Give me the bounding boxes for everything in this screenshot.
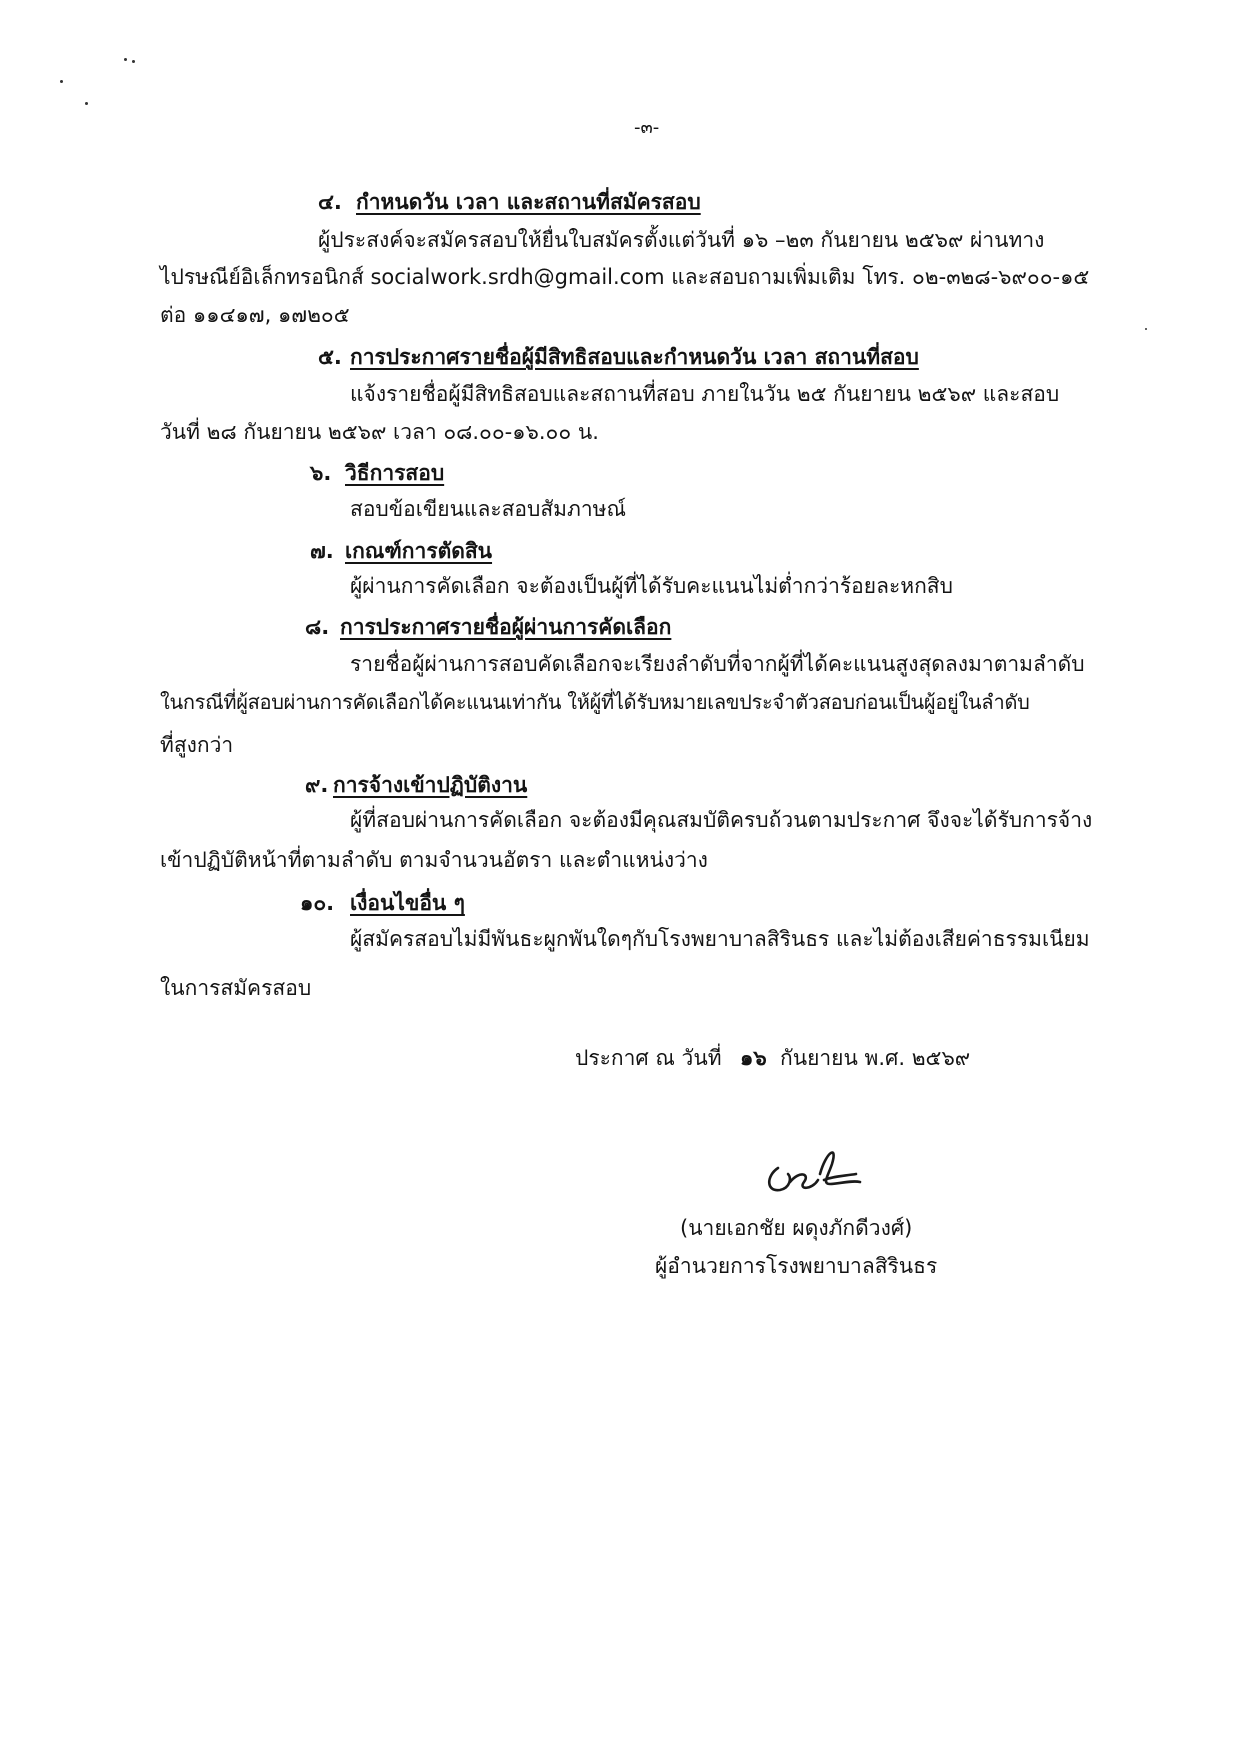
section-heading: เงื่อนไขอื่น ๆ — [350, 891, 465, 915]
section-number: ๘. — [305, 615, 330, 639]
announcement-date-prefix: ประกาศ ณ วันที่ — [575, 1046, 722, 1070]
section-heading: เกณฑ์การตัดสิน — [345, 539, 493, 563]
scan-speck — [60, 80, 63, 83]
body-line: ไปรษณีย์อิเล็กทรอนิกส์ socialwork.srdh@gmail.com และสอบถามเพิ่มเติม โทร. ๐๒-๓๒๘-๖๙๐๐-๑๕ — [160, 265, 1090, 289]
scan-speck — [85, 102, 88, 105]
body-line: ผู้ผ่านการคัดเลือก จะต้องเป็นผู้ที่ได้รับคะแนนไม่ต่ำกว่าร้อยละหกสิบ — [350, 574, 953, 598]
scan-speck — [132, 60, 135, 63]
section-heading: การประกาศรายชื่อผู้ผ่านการคัดเลือก — [340, 615, 672, 639]
section-number: ๗. — [310, 539, 334, 563]
body-line: สอบข้อเขียนและสอบสัมภาษณ์ — [350, 497, 626, 521]
signature — [760, 1130, 880, 1210]
section-heading: วิธีการสอบ — [345, 461, 445, 485]
section-number: ๙. — [305, 773, 329, 797]
scan-speck — [124, 58, 127, 61]
body-line: ในการสมัครสอบ — [160, 976, 312, 1000]
body-line: ต่อ ๑๑๔๑๗, ๑๗๒๐๕ — [160, 303, 350, 327]
body-line: เข้าปฏิบัติหน้าที่ตามลำดับ ตามจำนวนอัตรา และตำแหน่งว่าง — [160, 848, 708, 872]
announcement-day: ๑๖ — [740, 1046, 767, 1070]
section-number: ๑๐. — [300, 891, 335, 915]
section-heading: การประกาศรายชื่อผู้มีสิทธิสอบและกำหนดวัน เวลา สถานที่สอบ — [350, 345, 919, 369]
signatory-name: (นายเอกชัย ผดุงภักดีวงศ์) — [680, 1216, 913, 1240]
announcement-date-suffix: กันยายน พ.ศ. ๒๕๖๙ — [780, 1046, 971, 1070]
body-line: ในกรณีที่ผู้สอบผ่านการคัดเลือกได้คะแนนเท่ากัน ให้ผู้ที่ได้รับหมายเลขประจำตัวสอบก่อนเป็นผู้อยู่ในลำดับ — [160, 690, 1030, 714]
body-line: วันที่ ๒๘ กันยายน ๒๕๖๙ เวลา ๐๘.๐๐-๑๖.๐๐ น. — [160, 420, 599, 444]
body-line: ที่สูงกว่า — [160, 733, 234, 757]
body-line: แจ้งรายชื่อผู้มีสิทธิสอบและสถานที่สอบ ภายในวัน ๒๕ กันยายน ๒๕๖๙ และสอบ — [350, 382, 1060, 406]
page-number: -๓- — [634, 117, 660, 138]
section-number: ๔. — [318, 190, 342, 214]
body-line: ผู้สมัครสอบไม่มีพันธะผูกพันใดๆกับโรงพยาบาลสิรินธร และไม่ต้องเสียค่าธรรมเนียม — [350, 927, 1090, 951]
section-number: ๖. — [310, 461, 332, 485]
body-line: รายชื่อผู้ผ่านการสอบคัดเลือกจะเรียงลำดับที่จากผู้ที่ได้คะแนนสูงสุดลงมาตามลำดับ — [350, 652, 1085, 676]
body-line: ผู้ที่สอบผ่านการคัดเลือก จะต้องมีคุณสมบัติครบถ้วนตามประกาศ จึงจะได้รับการจ้าง — [350, 808, 1093, 832]
section-number: ๕. — [318, 345, 342, 369]
signatory-title: ผู้อำนวยการโรงพยาบาลสิรินธร — [655, 1254, 938, 1278]
section-heading: กำหนดวัน เวลา และสถานที่สมัครสอบ — [356, 190, 701, 214]
body-line: ผู้ประสงค์จะสมัครสอบให้ยื่นใบสมัครตั้งแต่วันที่ ๑๖ –๒๓ กันยายน ๒๕๖๙ ผ่านทาง — [318, 228, 1045, 252]
scan-speck — [1145, 328, 1147, 330]
section-heading: การจ้างเข้าปฏิบัติงาน — [333, 773, 528, 797]
